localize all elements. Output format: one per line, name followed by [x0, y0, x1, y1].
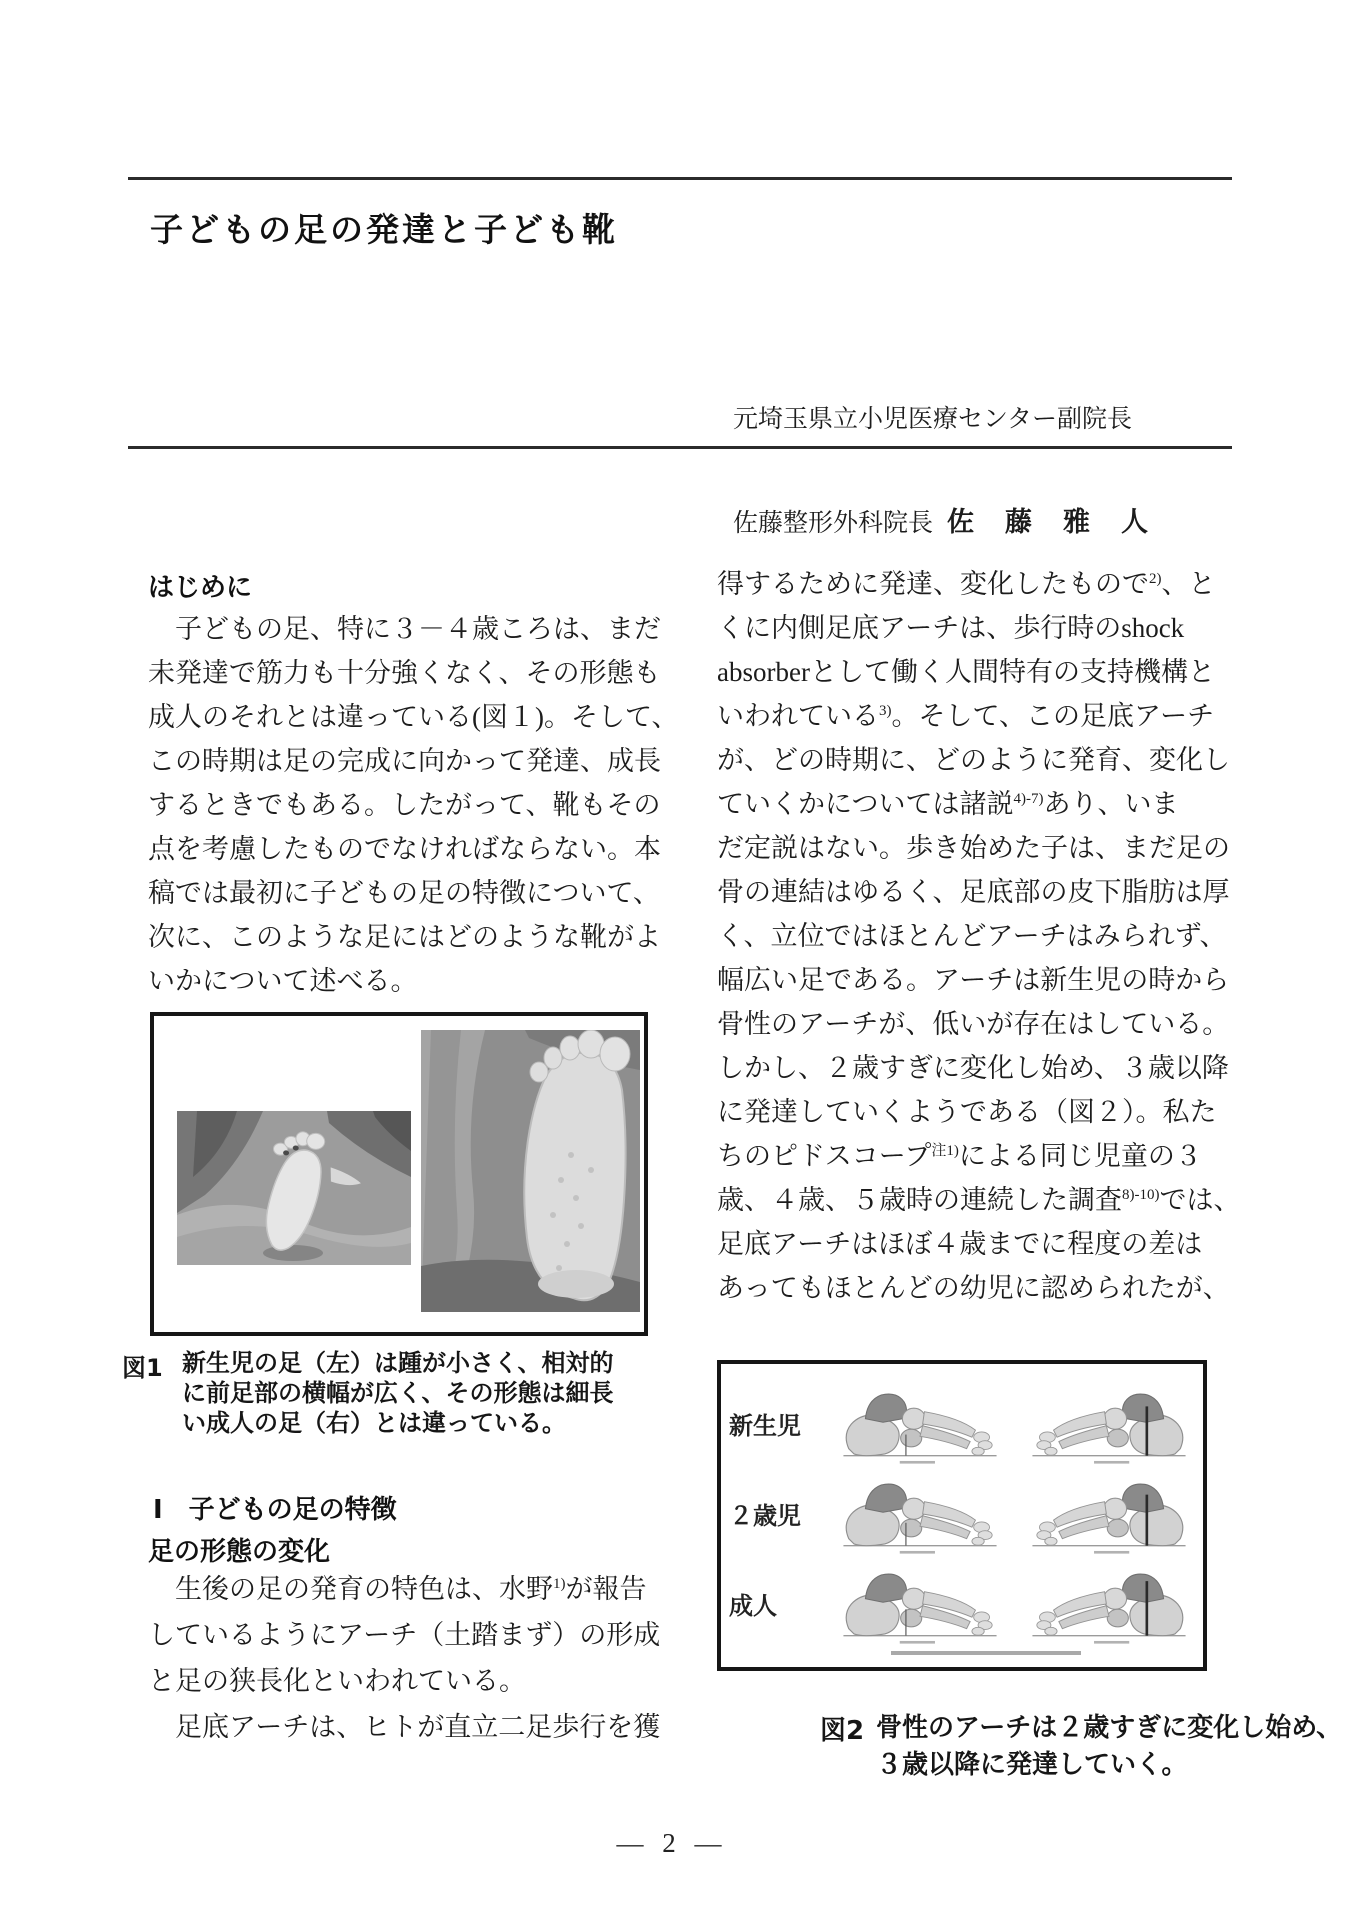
- right-column-paragraph: [717, 562, 1241, 1310]
- figure2-caption-label: 図2: [820, 1716, 865, 1746]
- text-line: に発達していくようである（図２）。私た: [717, 1097, 1217, 1127]
- text-line: 未発達で筋力も十分強くなく、その形態も: [148, 658, 661, 688]
- text-line: 点を考慮したものでなければならない。本: [148, 834, 661, 864]
- text-line: い成人の足（右）とは違っている。: [182, 1409, 566, 1437]
- figure1-caption-text: [182, 1348, 614, 1438]
- newborn-foot-photo: [177, 1111, 411, 1265]
- text-line: ちのピドスコープ$^{注1)}$による同じ児童の３: [717, 1141, 1202, 1171]
- text-line: しているようにアーチ（土踏まず）の形成: [148, 1620, 661, 1650]
- text-line: 成人のそれとは違っている(図１)。そして、: [148, 702, 679, 732]
- text-line: あってもほとんどの幼児に認められたが、: [717, 1273, 1230, 1303]
- section1-heading: Ⅰ 子どもの足の特徴: [153, 1495, 397, 1525]
- page-number: — 2 —: [616, 1828, 728, 1858]
- figure2-row-adult: [721, 1560, 1203, 1648]
- text-line: だ定説はない。歩き始めた子は、まだ足の: [717, 833, 1230, 863]
- figure2-label-2yo: ２歳児: [729, 1502, 801, 1530]
- text-line: 稿では最初に子どもの足の特徴について、: [148, 878, 660, 908]
- newborn-foot-bones-medial-diagram: [1023, 1380, 1195, 1468]
- text-line: く、立位ではほとんどアーチはみられず、: [717, 921, 1227, 951]
- figure2-caption: [820, 1710, 1342, 1784]
- text-line: ていくかについては諸説$^{4)-7)}$あり、いま: [717, 789, 1179, 819]
- newborn-foot-photo-image: [177, 1111, 411, 1265]
- text-line: 子どもの足、特に３－４歳ころは、まだ: [148, 614, 661, 644]
- text-line: この時期は足の完成に向かって発達、成長: [148, 746, 661, 776]
- adult-foot-photo-image: [421, 1030, 640, 1312]
- text-line: 新生児の足（左）は踵が小さく、相対的: [182, 1349, 614, 1377]
- adult-foot-photo: [421, 1030, 640, 1312]
- figure1-caption-label: 図1: [122, 1354, 163, 1382]
- header-bottom-rule: [128, 446, 1232, 449]
- figure2-caption-text: [876, 1710, 1342, 1784]
- text-line: ３歳以降に発達していく。: [876, 1750, 1188, 1780]
- text-line: するときでもある。したがって、靴もその: [148, 790, 661, 820]
- figure1-box: [150, 1012, 648, 1336]
- text-line: 骨性のアーチは２歳すぎに変化し始め、: [876, 1713, 1343, 1743]
- 2yo-foot-bones-medial-diagram: [1023, 1470, 1195, 1558]
- author-name: 佐 藤 雅 人: [947, 507, 1151, 537]
- text-line: くに内側足底アーチは、歩行時のshock: [717, 613, 1185, 643]
- figure2-box: [717, 1360, 1207, 1671]
- text-line: absorberとして働く人間特有の支持機構と: [717, 657, 1215, 687]
- text-line: が、どの時期に、どのように発育、変化し: [717, 745, 1230, 775]
- figure2-row-newborn: [721, 1380, 1203, 1468]
- text-line: 骨の連結はゆるく、足底部の皮下脂肪は厚: [717, 877, 1230, 907]
- text-line: と足の狭長化といわれている。: [148, 1666, 526, 1696]
- intro-paragraph: [148, 607, 679, 1003]
- article-title: 子どもの足の発達と子ども靴: [150, 210, 618, 249]
- 2yo-foot-bones-lateral-diagram: [831, 1470, 1009, 1558]
- figure1-caption: [122, 1348, 614, 1438]
- text-line: 幅広い足である。アーチは新生児の時から: [717, 965, 1230, 995]
- text-line: いかについて述べる。: [148, 966, 418, 996]
- text-line: に前足部の横幅が広く、その形態は細長: [182, 1379, 614, 1407]
- figure2-label-newborn: 新生児: [729, 1412, 801, 1440]
- text-line: 骨性のアーチが、低いが存在はしている。: [717, 1009, 1230, 1039]
- adult-foot-bones-lateral-diagram: [831, 1560, 1009, 1648]
- author-position-line: [733, 505, 1150, 541]
- section1-subheading: 足の形態の変化: [148, 1537, 331, 1567]
- text-line: 歳、４歳、５歳時の連続した調査$^{8)-10)}$では、: [717, 1185, 1241, 1215]
- text-line: いわれている$^{3)}$。そして、この足底アーチ: [717, 701, 1215, 731]
- text-line: しかし、２歳すぎに変化し始め、３歳以降: [717, 1053, 1229, 1083]
- figure2-row-2yo: [721, 1470, 1203, 1558]
- text-line: 得するために発達、変化したもので$^{2)}$、と: [717, 569, 1216, 599]
- intro-heading: はじめに: [148, 573, 253, 603]
- text-line: 足底アーチは、ヒトが直立二足歩行を獲: [148, 1712, 661, 1742]
- figure2-label-adult: 成人: [729, 1592, 777, 1620]
- author-affiliation: 元埼玉県立小児医療センター副院長: [733, 406, 1133, 433]
- text-line: 次に、このような足にはどのような靴がよ: [148, 922, 661, 952]
- newborn-foot-bones-lateral-diagram: [831, 1380, 1009, 1468]
- figure2-source-note: [891, 1651, 1081, 1655]
- header-top-rule: [128, 177, 1232, 180]
- section1-paragraph: [148, 1566, 661, 1750]
- text-line: 生後の足の発育の特色は、水野$^{1)}$が報告: [148, 1574, 647, 1604]
- adult-foot-bones-medial-diagram: [1023, 1560, 1195, 1648]
- text-line: 足底アーチはほぼ４歳までに程度の差は: [717, 1229, 1203, 1259]
- author-position: 佐藤整形外科院長: [733, 510, 934, 537]
